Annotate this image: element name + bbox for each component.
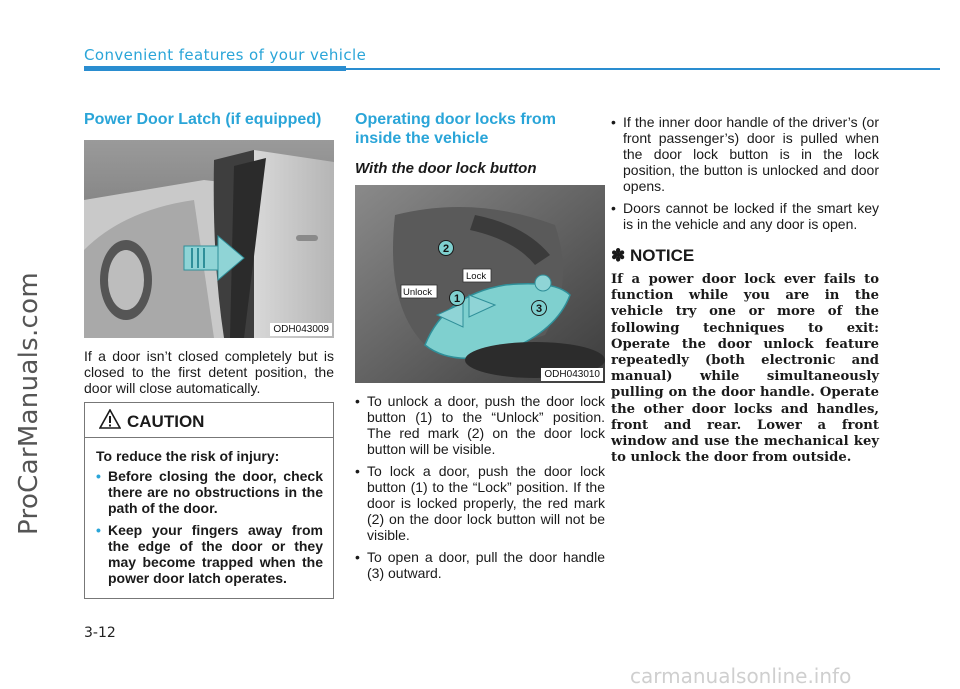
unlock-label: Unlock — [403, 287, 433, 298]
column-right — [611, 114, 879, 466]
list-item: • To lock a door, push the door lock button (1) to the “Lock” position. If the door is locked properly, the red mark (2) on the door lock button will not be visible. — [355, 463, 605, 543]
door-notes-list — [611, 114, 879, 232]
latch-paragraph: If a door isn’t closed completely but is closed to the first detent position, the door will close automatically. — [84, 348, 334, 396]
image-code: ODH043009 — [270, 323, 332, 336]
car-door-illustration — [84, 140, 334, 338]
page-number: 3-12 — [84, 625, 116, 641]
caution-box — [84, 402, 334, 599]
footer-watermark: carmanualsonline.info — [630, 664, 852, 688]
caution-item: • Before closing the door, check there are no obstructions in the path of the door. — [96, 468, 323, 516]
notice-text: If a power door lock ever fails to function while you are in the vehicle try one or more of the following techniques to exit: Operate the door unlock feature repeatedly (both electronic and manual) while simultaneously pulling on the door handle. Operate the other door locks and handles, front and rear. Lower a front window and use the mechanical key to unlock the door from outside. — [611, 272, 879, 466]
header-rule — [346, 68, 940, 70]
list-item: • Doors cannot be locked if the smart key is in the vehicle and any door is open. — [611, 200, 879, 232]
list-item: • If the inner door handle of the driver’s (or front passenger’s) door is pulled when the door lock button is in the lock position, the button is unlocked and door opens. — [611, 114, 879, 194]
header-title: Convenient features of your vehicle — [84, 46, 367, 64]
caution-label: CAUTION — [127, 412, 205, 431]
door-lock-illustration — [355, 185, 605, 383]
caution-header — [85, 403, 333, 438]
caution-item: • Keep your fingers away from the edge of the door or they may become trapped when the power door latch operates. — [96, 522, 323, 586]
column-left — [84, 110, 334, 396]
section-heading-power-latch: Power Door Latch (if equipped) — [84, 111, 322, 128]
side-watermark: ProCarManuals.com — [14, 272, 44, 535]
marker-3: 3 — [536, 303, 543, 315]
list-item: • To open a door, pull the door handle (3) outward. — [355, 549, 605, 581]
section-heading-door-locks: Operating door locks from inside the vehicle — [355, 111, 556, 147]
warning-triangle-icon — [99, 409, 121, 429]
lock-instructions-list — [355, 393, 605, 581]
door-lock-image — [355, 185, 605, 383]
column-middle — [355, 110, 605, 587]
header-bar — [84, 66, 346, 71]
list-item: • To unlock a door, push the door lock button (1) to the “Unlock” position. The red mark (2) on the door lock button will be visible. — [355, 393, 605, 457]
notice-title: ✽ NOTICE — [611, 246, 695, 265]
marker-2: 2 — [443, 243, 450, 255]
caution-intro: To reduce the risk of injury: — [96, 448, 280, 464]
car-door-image — [84, 140, 334, 338]
image-code: ODH043010 — [541, 368, 603, 381]
lock-label: Lock — [466, 271, 487, 282]
marker-1: 1 — [454, 293, 461, 305]
subheading-lock-button: With the door lock button — [355, 160, 537, 177]
